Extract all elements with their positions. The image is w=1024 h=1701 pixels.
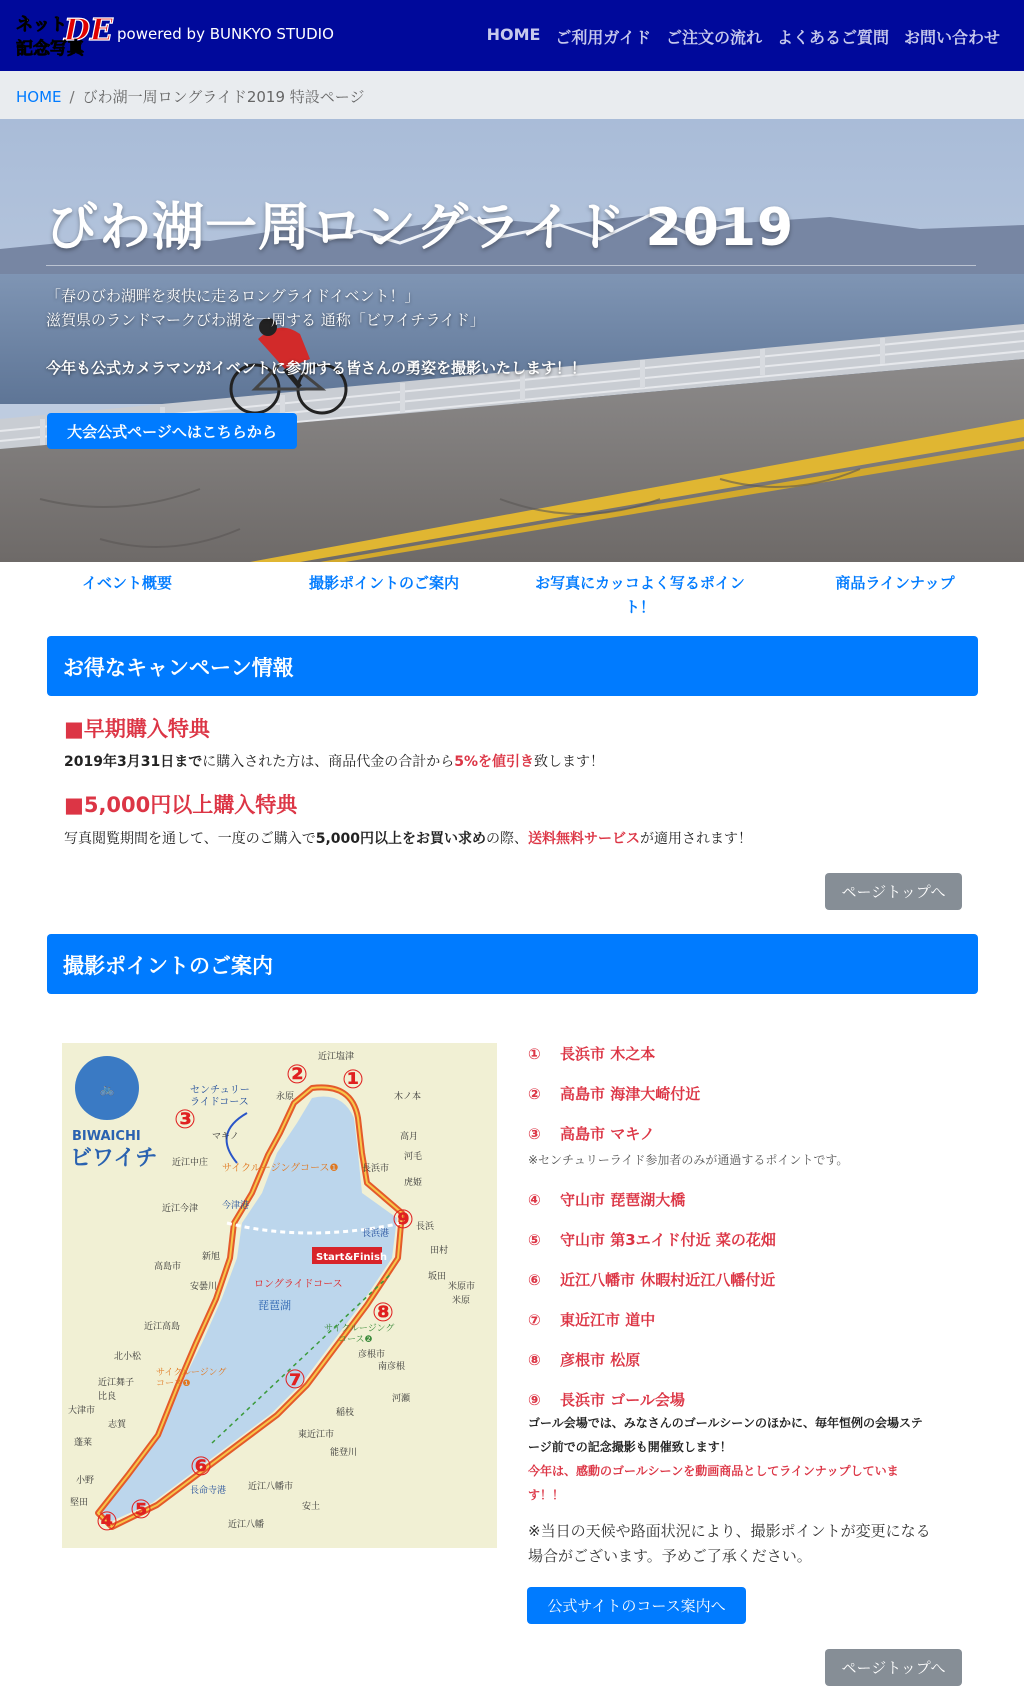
map-town: 比良 — [98, 1392, 117, 1402]
map-town: 近江中庄 — [172, 1158, 209, 1168]
point-item — [528, 1309, 655, 1330]
map-town: 堅田 — [70, 1498, 89, 1508]
point-num: ③ — [528, 1125, 541, 1143]
map-town: 米原市 — [448, 1282, 476, 1292]
map-town: 近江八幡 — [228, 1520, 265, 1530]
point3-note: ※センチュリーライド参加者のみが通過するポイントです。 — [528, 1153, 849, 1167]
map-town: 木ノ本 — [394, 1092, 422, 1102]
map-choumeiji-port: 長命寺港 — [190, 1486, 227, 1496]
map-marker-3: ③ — [174, 1105, 197, 1135]
map-town: 小野 — [76, 1476, 95, 1486]
map-town: 北小松 — [114, 1352, 142, 1362]
page-top-button-1[interactable]: ページトップへ — [825, 873, 962, 910]
map-town: 河瀬 — [392, 1394, 411, 1404]
caution-line1: ※当日の天候や路面状況により、撮影ポイントが変更になる — [528, 1522, 931, 1540]
map-town: 近江塩津 — [318, 1052, 355, 1062]
map-marker-1: ① — [342, 1065, 365, 1095]
hero-description: 滋賀県のランドマークびわ湖を一周する 通称「ビワイチライド」 — [46, 311, 485, 329]
campaign-section-header: お得なキャンペーン情報 — [47, 636, 978, 696]
point-item — [528, 1229, 776, 1250]
hero-announcement: 今年も公式カメラマンがイベントに参加する皆さんの勇姿を撮影いたします！！ — [46, 359, 587, 377]
point-item — [528, 1389, 685, 1410]
map-marker-5: ⑤ — [130, 1495, 153, 1525]
map-start-finish: Start&Finish — [316, 1252, 388, 1263]
map-town: 蓬莱 — [74, 1438, 93, 1448]
map-town: 近江高島 — [144, 1322, 181, 1332]
map-cycling1: サイクルージングコース❶ — [222, 1163, 339, 1174]
goal-description-line2: ージ前での記念撮影も開催致します！ — [528, 1440, 732, 1454]
map-marker-4: ④ — [96, 1507, 119, 1537]
map-cycling3-a: サイクルージング — [156, 1368, 227, 1378]
map-imazu-port: 今津港 — [222, 1201, 250, 1211]
over5000-start: 写真閲覧期間を通して、一度のご購入で — [64, 831, 316, 847]
points-section-header: 撮影ポイントのご案内 — [47, 934, 978, 994]
free-shipping: 送料無料サービス — [528, 831, 641, 847]
point-item — [528, 1123, 655, 1144]
nav-guide[interactable]: ご利用ガイド — [555, 28, 651, 47]
point-name: 高島市 海津大崎付近 — [560, 1085, 701, 1103]
map-logo-en: BIWAICHI — [72, 1129, 141, 1144]
point-item — [528, 1189, 685, 1210]
site-logo[interactable] — [14, 10, 118, 60]
map-town: 永原 — [276, 1092, 295, 1102]
map-century: センチュリー — [190, 1085, 250, 1096]
point-name: 長浜市 木之本 — [560, 1045, 656, 1063]
breadcrumb-home[interactable]: HOME — [16, 88, 62, 106]
early-discount: 5%を値引き — [454, 754, 534, 770]
over5000-title: ■5,000円以上購入特典 — [64, 793, 298, 817]
map-cycling3-b: コース❶ — [156, 1379, 191, 1389]
map-town: 東近江市 — [298, 1430, 335, 1440]
point-name: 近江八幡市 休暇村近江八幡付近 — [560, 1271, 776, 1289]
breadcrumb — [0, 71, 1024, 119]
early-purchase-title: ■早期購入特典 — [64, 717, 210, 741]
point-num: ⑧ — [528, 1351, 541, 1369]
logo-text-net: ネット — [16, 15, 67, 35]
over5000-text — [64, 828, 752, 848]
map-logo-ja: ビワイチ — [70, 1146, 158, 1171]
nav-order-flow[interactable]: ご注文の流れ — [665, 28, 762, 47]
subnav-photo-tips-line2[interactable]: ト！ — [624, 598, 655, 616]
map-town: 近江八幡市 — [248, 1482, 294, 1492]
point-name: 守山市 第3エイド付近 菜の花畑 — [560, 1231, 776, 1249]
map-town: 長浜市 — [362, 1164, 390, 1174]
subnav-photo-tips[interactable] — [520, 571, 760, 619]
map-town: 近江今津 — [162, 1204, 199, 1214]
point-name: 長浜市 ゴール会場 — [560, 1391, 685, 1409]
point-num: ② — [528, 1085, 541, 1103]
point-num: ⑤ — [528, 1231, 541, 1249]
map-marker-8: ⑧ — [372, 1298, 395, 1328]
point-item — [528, 1083, 700, 1104]
goal-video-line1: 今年は、感動のゴールシーンを動画商品としてラインナップしていま — [528, 1464, 899, 1478]
nav-contact[interactable]: お問い合わせ — [903, 28, 1000, 47]
map-cycling2-b: コース❷ — [338, 1335, 373, 1345]
map-town: 新旭 — [202, 1252, 221, 1262]
map-cycling2-a: サイクルージング — [324, 1324, 395, 1334]
over5000-end: が適用されます！ — [640, 831, 753, 847]
logo-text-de: DE — [64, 13, 113, 48]
over5000-mid: の際、 — [486, 831, 529, 847]
point-num: ④ — [528, 1191, 541, 1209]
map-town: 安曇川 — [190, 1282, 218, 1292]
subnav-event-overview[interactable]: イベント概要 — [81, 574, 172, 592]
map-town: 高島市 — [154, 1262, 182, 1272]
point-name: 彦根市 松原 — [560, 1351, 641, 1369]
map-town: 米原 — [452, 1296, 471, 1306]
official-site-button[interactable]: 大会公式ページへはこちらから — [47, 413, 297, 449]
map-town: 高月 — [400, 1132, 419, 1142]
point-num: ⑥ — [528, 1271, 541, 1289]
hero-catchcopy: 「春のびわ湖畔を爽快に走るロングライドイベント！」 — [46, 287, 420, 305]
early-purchase-text — [64, 751, 604, 771]
breadcrumb-separator: / — [69, 88, 75, 106]
map-longride: ロングライドコース — [254, 1279, 343, 1290]
course-map — [62, 1043, 497, 1548]
nav-faq[interactable]: よくあるご質問 — [776, 28, 889, 47]
logo-text-kinen: 記念写真 — [16, 39, 84, 59]
subnav-product-lineup[interactable]: 商品ラインナップ — [835, 574, 955, 592]
main-nav — [472, 25, 1000, 48]
map-marker-2: ② — [286, 1060, 309, 1090]
page-top-button-2[interactable]: ページトップへ — [825, 1649, 962, 1686]
map-ride-course: ライドコース — [190, 1097, 249, 1108]
map-marker-6: ⑥ — [190, 1452, 213, 1482]
map-marker-7: ⑦ — [284, 1365, 307, 1395]
svg-text:🚲: 🚲 — [99, 1082, 115, 1096]
over5000-amount: 5,000円以上をお買い求め — [315, 831, 487, 847]
hero-title: びわ湖一周ロングライド 2019 — [46, 198, 795, 258]
map-town: 田村 — [430, 1246, 449, 1256]
point-name: 高島市 マキノ — [560, 1125, 655, 1143]
breadcrumb-current: びわ湖一周ロングライド2019 特設ページ — [82, 88, 365, 106]
map-town: 長浜 — [416, 1222, 435, 1232]
map-nagahama-port: 長浜港 — [362, 1229, 390, 1239]
map-marker-9: ⑨ — [392, 1205, 415, 1235]
caution-line2: 場合がございます。予めご了承ください。 — [528, 1547, 812, 1565]
map-town: 彦根市 — [358, 1350, 386, 1360]
map-town: 志賀 — [108, 1420, 127, 1430]
map-town: 河毛 — [404, 1152, 423, 1162]
map-town: 稲枝 — [336, 1408, 355, 1418]
map-town: 安土 — [302, 1502, 321, 1512]
map-town: 近江舞子 — [98, 1378, 135, 1388]
page-section-nav — [0, 562, 1024, 622]
hero-divider — [46, 265, 976, 266]
point-name: 守山市 琵琶湖大橋 — [560, 1191, 686, 1209]
subnav-photo-tips-line1[interactable]: お写真にカッコよく写るポイン — [535, 574, 745, 592]
goal-video-line2: す！！ — [528, 1488, 565, 1502]
early-mid-text: に購入された方は、商品代金の合計から — [202, 754, 455, 770]
map-town: 坂田 — [428, 1272, 447, 1282]
course-guide-button[interactable]: 公式サイトのコース案内へ — [527, 1587, 746, 1624]
hero-banner — [0, 119, 1024, 562]
point-num: ① — [528, 1045, 541, 1063]
subnav-shooting-points[interactable]: 撮影ポイントのご案内 — [308, 574, 459, 592]
map-town: マキノ — [212, 1132, 239, 1142]
powered-by: powered by BUNKYO STUDIO — [117, 25, 334, 43]
point-item — [528, 1043, 655, 1064]
map-town: 南彦根 — [378, 1362, 406, 1372]
point-num: ⑦ — [528, 1311, 541, 1329]
point-item — [528, 1269, 775, 1290]
site-header — [0, 0, 1024, 71]
early-end-text: 致します！ — [533, 754, 604, 770]
point-num: ⑨ — [528, 1391, 541, 1409]
goal-description-line1: ゴール会場では、みなさんのゴールシーンのほかに、毎年恒例の会場ステ — [528, 1416, 923, 1430]
point-item — [528, 1349, 640, 1370]
nav-home[interactable]: HOME — [486, 25, 541, 44]
map-town: 虎姫 — [404, 1178, 423, 1188]
point-name: 東近江市 道中 — [560, 1311, 656, 1329]
map-town: 大津市 — [68, 1406, 96, 1416]
map-town: 能登川 — [330, 1448, 358, 1458]
early-deadline: 2019年3月31日まで — [64, 754, 203, 770]
map-lake: 琵琶湖 — [258, 1299, 291, 1312]
